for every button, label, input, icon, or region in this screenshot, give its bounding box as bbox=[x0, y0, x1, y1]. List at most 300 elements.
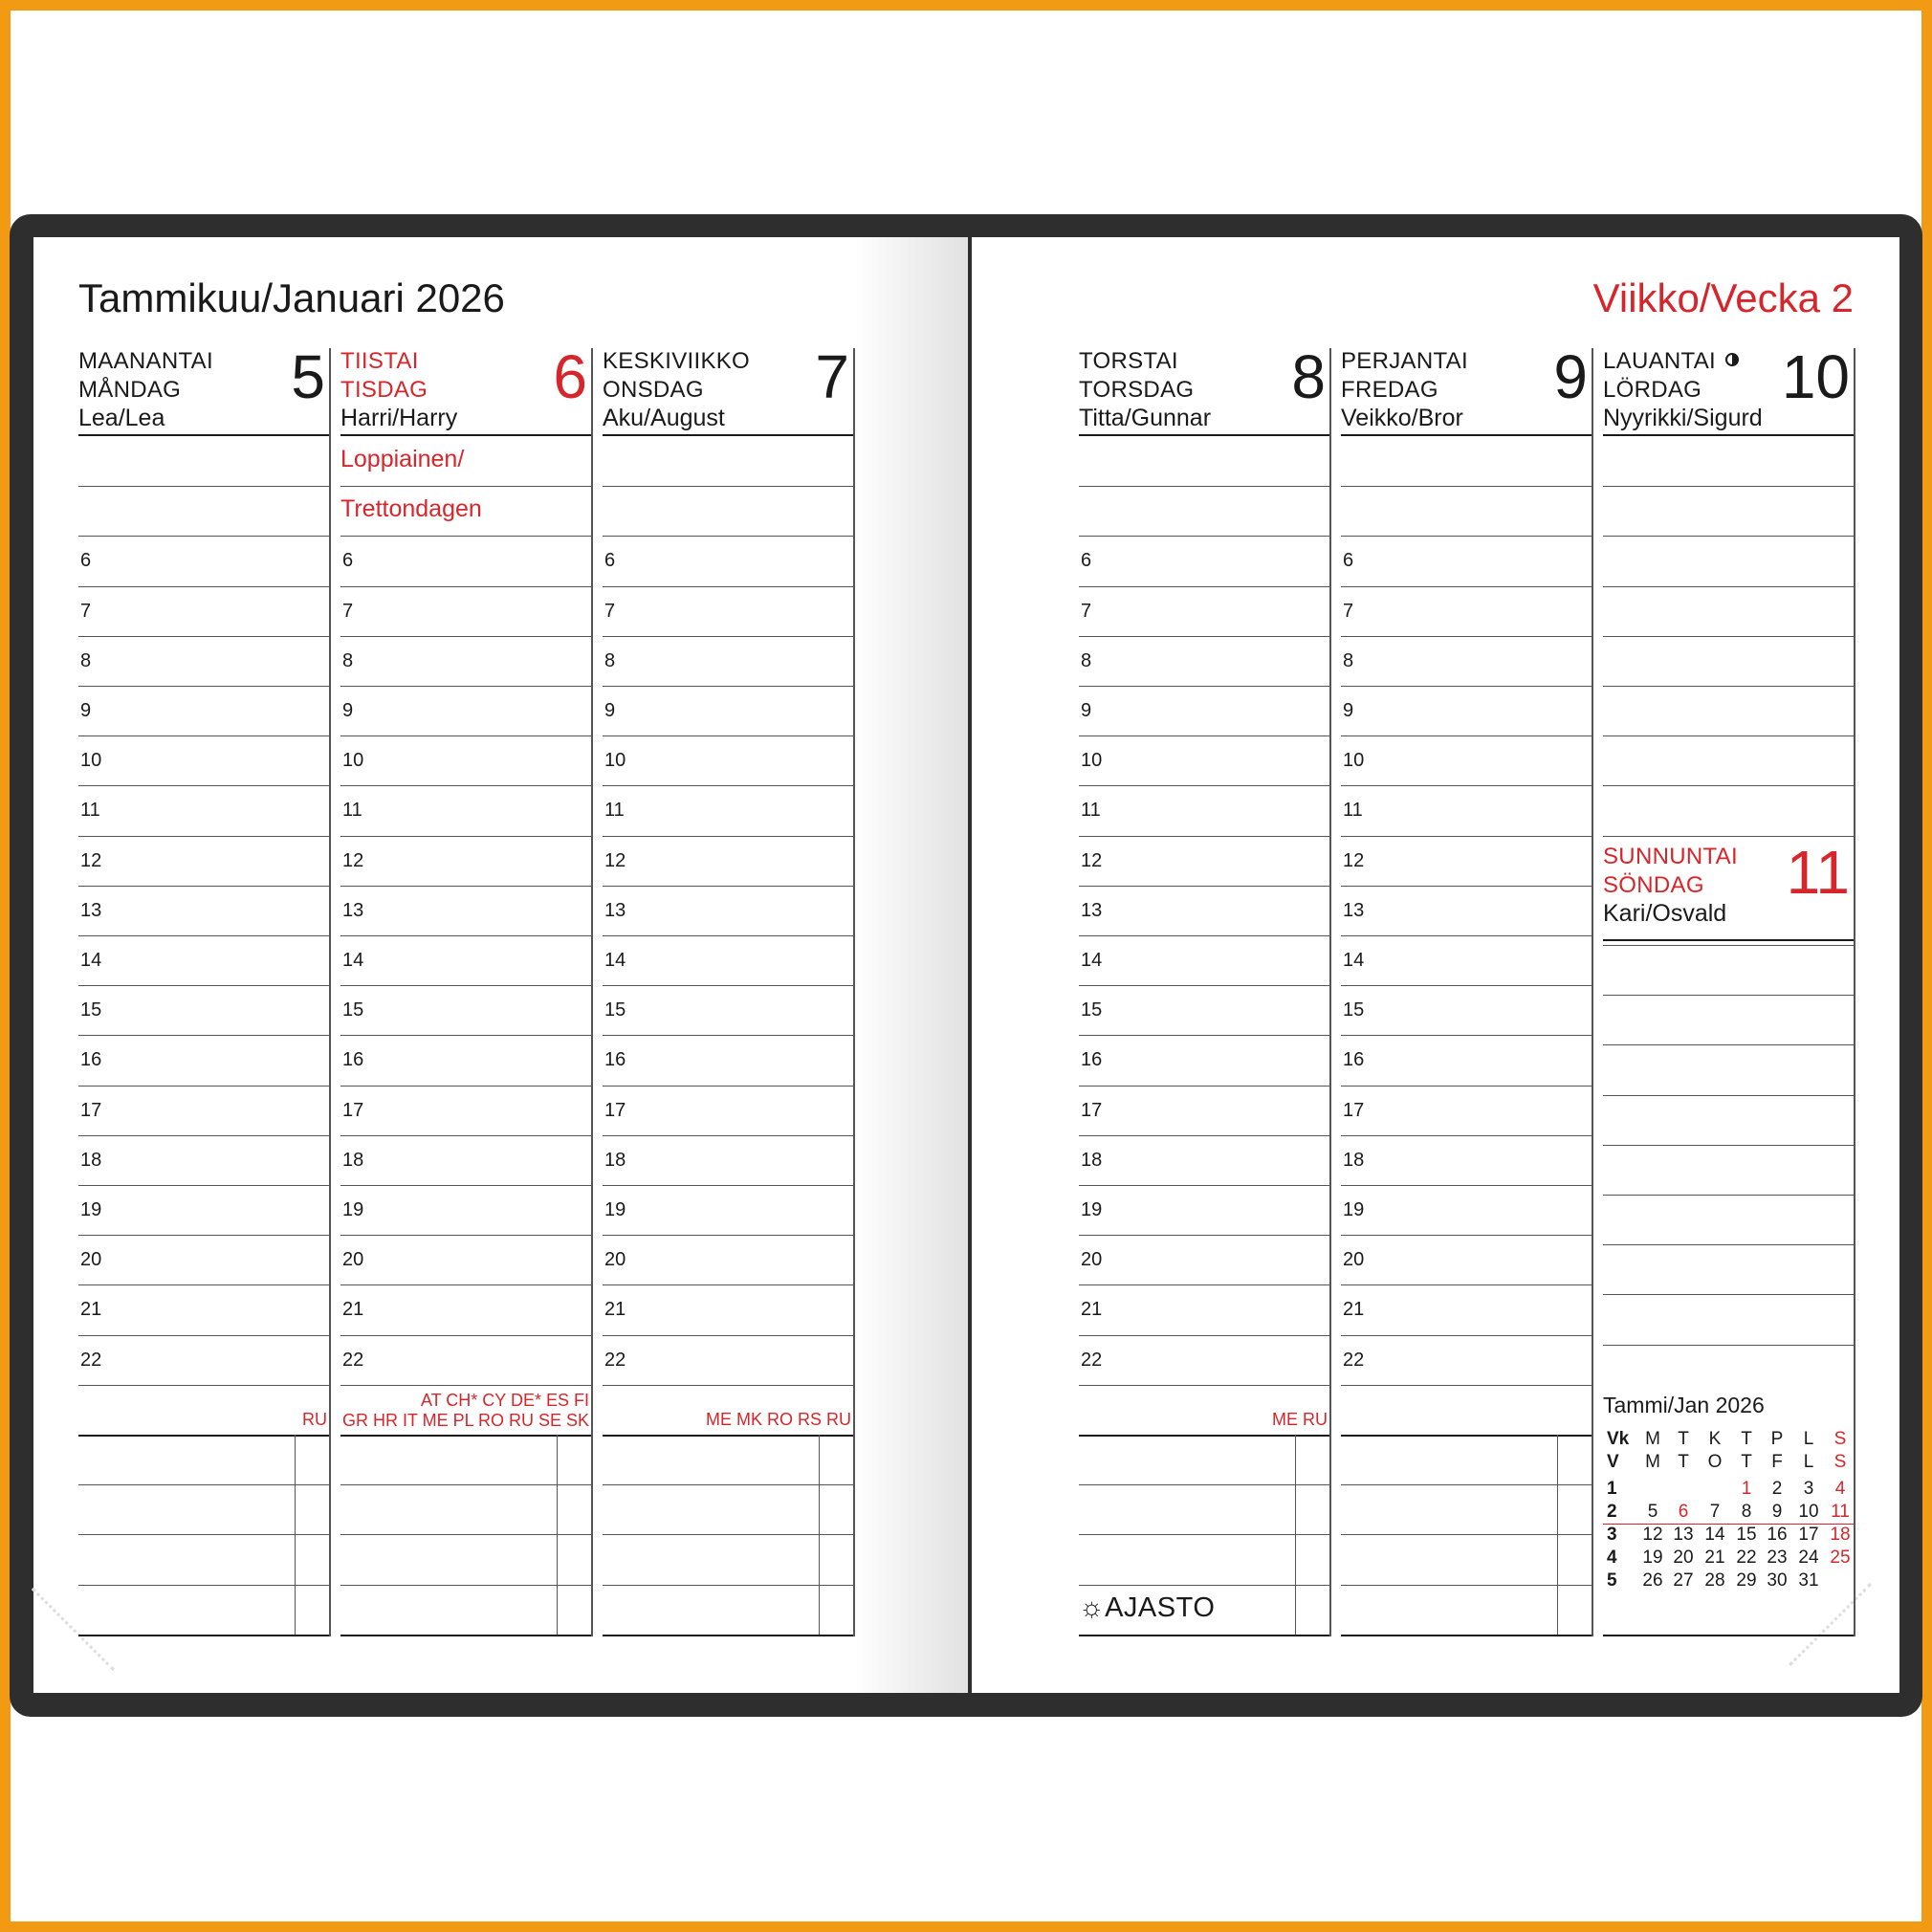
row-line bbox=[340, 686, 591, 687]
notes-divider bbox=[557, 1435, 558, 1635]
row-line bbox=[78, 1185, 329, 1186]
day-header bbox=[78, 342, 329, 436]
page-bottom-line bbox=[1079, 1635, 1329, 1636]
row-line bbox=[1603, 486, 1854, 487]
hour-label: 6 bbox=[1343, 550, 1354, 572]
row-line bbox=[603, 1385, 853, 1386]
row-line bbox=[1603, 1044, 1854, 1045]
hour-label: 9 bbox=[1081, 700, 1092, 721]
hour-label: 17 bbox=[342, 1099, 364, 1121]
row-line bbox=[603, 686, 853, 687]
weekday-name-sv: ONSDAG bbox=[603, 377, 704, 403]
hour-label: 20 bbox=[604, 1249, 626, 1271]
row-line bbox=[340, 586, 591, 587]
hour-label: 12 bbox=[604, 849, 626, 871]
hour-label: 22 bbox=[604, 1349, 626, 1371]
row-line bbox=[78, 985, 329, 986]
row-line bbox=[78, 1086, 329, 1087]
mini-calendar-cell: 22 bbox=[1736, 1547, 1757, 1568]
mini-calendar-cell: 24 bbox=[1798, 1547, 1819, 1568]
mini-calendar-week bbox=[1603, 1525, 1854, 1548]
notes-line bbox=[603, 1484, 853, 1485]
mini-calendar-cell: 5 bbox=[1607, 1570, 1617, 1591]
mini-calendar-cell: S bbox=[1833, 1451, 1847, 1472]
row-line bbox=[603, 785, 853, 786]
row-line bbox=[1603, 1244, 1854, 1245]
hour-label: 6 bbox=[1081, 550, 1092, 572]
hour-label: 13 bbox=[1081, 899, 1103, 921]
hour-label: 21 bbox=[1343, 1299, 1365, 1321]
mini-calendar-cell: 31 bbox=[1798, 1570, 1819, 1591]
row-line bbox=[1603, 1345, 1854, 1346]
hour-label: 22 bbox=[342, 1349, 364, 1371]
hour-label: 14 bbox=[342, 950, 364, 971]
notes-divider bbox=[819, 1435, 820, 1635]
day-column-8 bbox=[1079, 342, 1329, 1634]
row-line bbox=[340, 886, 591, 887]
hour-label: 16 bbox=[1343, 1049, 1365, 1071]
hour-label: 19 bbox=[604, 1199, 626, 1220]
hour-label: 20 bbox=[80, 1249, 102, 1271]
row-line bbox=[1341, 686, 1592, 687]
name-day: Nyyrikki/Sigurd bbox=[1603, 405, 1763, 431]
column-rule bbox=[1329, 348, 1331, 1636]
row-line bbox=[1603, 785, 1854, 786]
hour-label: 18 bbox=[604, 1149, 626, 1171]
mini-calendar-cell: 7 bbox=[1709, 1501, 1721, 1522]
mini-calendar-cell: 25 bbox=[1830, 1547, 1851, 1568]
hour-label: 8 bbox=[342, 649, 354, 671]
row-line bbox=[1603, 1145, 1854, 1146]
row-line bbox=[1603, 686, 1854, 687]
row-line bbox=[340, 536, 591, 537]
hour-label: 10 bbox=[1081, 750, 1103, 772]
mini-calendar-cell: 12 bbox=[1642, 1524, 1663, 1545]
hour-label: 11 bbox=[1343, 800, 1363, 822]
row-line bbox=[1079, 1035, 1329, 1036]
name-day: Veikko/Bror bbox=[1341, 405, 1463, 431]
row-line bbox=[1079, 486, 1329, 487]
mini-calendar-grid bbox=[1603, 1429, 1854, 1593]
mini-calendar-cell: 20 bbox=[1673, 1547, 1694, 1568]
mini-calendar-cell: 14 bbox=[1704, 1524, 1725, 1545]
row-line bbox=[1079, 686, 1329, 687]
hour-label: 8 bbox=[1081, 649, 1092, 671]
row-line bbox=[1603, 1294, 1854, 1295]
hour-label: 15 bbox=[1081, 999, 1103, 1021]
day-header bbox=[603, 342, 853, 436]
country-codes bbox=[1272, 1410, 1328, 1430]
name-day: Kari/Osvald bbox=[1603, 899, 1727, 927]
country-code-line: RU bbox=[302, 1409, 327, 1429]
mini-calendar-cell: F bbox=[1771, 1451, 1783, 1472]
mini-calendar-cell: 4 bbox=[1607, 1547, 1617, 1568]
row-line bbox=[603, 1035, 853, 1036]
row-line bbox=[1079, 1086, 1329, 1087]
hour-label: 11 bbox=[342, 800, 362, 822]
weekday-name-fi: SUNNUNTAI bbox=[1603, 843, 1738, 869]
row-line bbox=[340, 1385, 591, 1386]
mini-calendar-cell: 3 bbox=[1803, 1478, 1814, 1499]
row-line bbox=[1341, 1235, 1592, 1236]
row-line bbox=[340, 785, 591, 786]
row-line bbox=[603, 1235, 853, 1236]
column-rule bbox=[591, 348, 593, 1636]
day-column-6 bbox=[340, 342, 591, 1634]
name-day: Titta/Gunnar bbox=[1079, 405, 1212, 431]
notes-line bbox=[1079, 1534, 1329, 1535]
hour-label: 9 bbox=[80, 700, 92, 721]
row-line bbox=[1079, 586, 1329, 587]
hour-label: 16 bbox=[1081, 1049, 1103, 1071]
row-line bbox=[78, 486, 329, 487]
row-line bbox=[1341, 935, 1592, 936]
date-number: 7 bbox=[815, 342, 849, 411]
hour-label: 15 bbox=[80, 999, 102, 1021]
hour-label: 15 bbox=[342, 999, 364, 1021]
mini-calendar-cell: O bbox=[1707, 1451, 1723, 1472]
mini-calendar-cell: 23 bbox=[1767, 1547, 1788, 1568]
month-title: Tammikuu/Januari 2026 bbox=[78, 275, 505, 320]
row-line bbox=[1079, 1235, 1329, 1236]
row-line bbox=[1079, 735, 1329, 736]
notes-line bbox=[340, 1484, 591, 1485]
date-number: 6 bbox=[553, 342, 587, 411]
hour-label: 9 bbox=[342, 700, 354, 721]
weekday-name-sv: TORSDAG bbox=[1079, 377, 1195, 403]
mini-calendar-cell: 18 bbox=[1830, 1524, 1851, 1545]
row-line bbox=[78, 1035, 329, 1036]
row-line bbox=[1079, 536, 1329, 537]
hour-label: 7 bbox=[604, 600, 616, 622]
first-quarter-moon-icon bbox=[1725, 353, 1739, 366]
hour-label: 8 bbox=[604, 649, 616, 671]
hour-label: 9 bbox=[604, 700, 616, 721]
weekday-name-fi: KESKIVIIKKO bbox=[603, 348, 751, 374]
row-line bbox=[603, 1185, 853, 1186]
notes-line bbox=[1079, 1585, 1329, 1586]
row-line bbox=[603, 1335, 853, 1336]
hour-label: 7 bbox=[1081, 600, 1092, 622]
mini-calendar-cell: 27 bbox=[1673, 1570, 1694, 1591]
hour-label: 15 bbox=[604, 999, 626, 1021]
row-line bbox=[1341, 1086, 1592, 1087]
brand-logo bbox=[1079, 1592, 1215, 1624]
row-line bbox=[1341, 1335, 1592, 1336]
hour-label: 18 bbox=[1081, 1149, 1103, 1171]
mini-calendar-cell: S bbox=[1833, 1428, 1847, 1449]
row-line bbox=[78, 886, 329, 887]
mini-calendar-cell: M bbox=[1645, 1451, 1660, 1472]
day-header bbox=[1079, 342, 1329, 436]
mini-calendar-cell: 8 bbox=[1741, 1501, 1752, 1522]
page-bottom-line bbox=[1603, 1635, 1854, 1636]
hour-label: 16 bbox=[604, 1049, 626, 1071]
row-line bbox=[78, 935, 329, 936]
notes-line bbox=[603, 1534, 853, 1535]
hour-label: 7 bbox=[1343, 600, 1354, 622]
notes-line bbox=[78, 1484, 329, 1485]
row-line bbox=[1603, 945, 1854, 946]
notes-line bbox=[340, 1534, 591, 1535]
hour-label: 17 bbox=[604, 1099, 626, 1121]
hour-label: 18 bbox=[342, 1149, 364, 1171]
row-line bbox=[340, 1086, 591, 1087]
hour-label: 20 bbox=[1081, 1249, 1103, 1271]
hour-label: 18 bbox=[1343, 1149, 1365, 1171]
day-column-9 bbox=[1341, 342, 1592, 1634]
row-line bbox=[78, 636, 329, 637]
mini-calendar-cell: L bbox=[1803, 1428, 1814, 1449]
brand-name: AJASTO bbox=[1105, 1592, 1216, 1623]
row-line bbox=[603, 586, 853, 587]
row-line bbox=[1603, 536, 1854, 537]
row-line bbox=[78, 785, 329, 786]
row-line bbox=[340, 1035, 591, 1036]
row-line bbox=[603, 985, 853, 986]
weekday-name-fi: PERJANTAI bbox=[1341, 348, 1468, 374]
country-codes bbox=[706, 1410, 851, 1430]
row-line bbox=[1079, 1385, 1329, 1386]
mini-calendar-cell: 1 bbox=[1607, 1478, 1617, 1499]
mini-calendar-cell: T bbox=[1678, 1451, 1689, 1472]
column-rule bbox=[1854, 348, 1855, 1636]
row-line bbox=[1603, 1095, 1854, 1096]
mini-calendar-cell: 10 bbox=[1798, 1501, 1819, 1522]
row-line bbox=[1079, 836, 1329, 837]
mini-calendar-cell: 9 bbox=[1771, 1501, 1783, 1522]
hour-label: 10 bbox=[342, 750, 364, 772]
day-column-5 bbox=[78, 342, 329, 1634]
country-code-line: GR HR IT ME PL RO RU SE SK bbox=[341, 1410, 589, 1430]
notes-divider bbox=[1295, 1435, 1296, 1635]
row-line bbox=[78, 1284, 329, 1285]
hour-label: 21 bbox=[1081, 1299, 1103, 1321]
row-line bbox=[78, 686, 329, 687]
notes-separator bbox=[1341, 1435, 1592, 1437]
notes-line bbox=[78, 1534, 329, 1535]
day-header bbox=[340, 342, 591, 436]
mini-calendar-week bbox=[1603, 1548, 1854, 1570]
hour-label: 8 bbox=[80, 649, 92, 671]
hour-label: 12 bbox=[1343, 849, 1365, 871]
hour-label: 20 bbox=[342, 1249, 364, 1271]
notes-line bbox=[1341, 1484, 1592, 1485]
hour-label: 13 bbox=[80, 899, 102, 921]
mini-calendar-cell: 19 bbox=[1642, 1547, 1663, 1568]
notes-separator bbox=[340, 1435, 591, 1437]
notes-line bbox=[1341, 1534, 1592, 1535]
hour-label: 12 bbox=[342, 849, 364, 871]
country-codes bbox=[342, 1391, 589, 1431]
hour-label: 17 bbox=[1343, 1099, 1365, 1121]
notes-line bbox=[1341, 1585, 1592, 1586]
hour-label: 16 bbox=[80, 1049, 102, 1071]
hour-label: 19 bbox=[1343, 1199, 1365, 1220]
row-line bbox=[340, 636, 591, 637]
hour-label: 14 bbox=[604, 950, 626, 971]
hour-label: 6 bbox=[604, 550, 616, 572]
hour-label: 16 bbox=[342, 1049, 364, 1071]
hour-label: 15 bbox=[1343, 999, 1365, 1021]
hour-label: 12 bbox=[1081, 849, 1103, 871]
hour-label: 7 bbox=[80, 600, 92, 622]
mini-calendar-header bbox=[1603, 1429, 1854, 1452]
week-title: Viikko/Vecka 2 bbox=[1592, 275, 1854, 320]
row-line bbox=[1603, 735, 1854, 736]
mini-calendar-cell: M bbox=[1645, 1428, 1660, 1449]
row-line bbox=[603, 886, 853, 887]
hour-label: 21 bbox=[604, 1299, 626, 1321]
notes-divider bbox=[295, 1435, 296, 1635]
weekday-name-fi: MAANANTAI bbox=[78, 348, 213, 374]
row-line bbox=[603, 636, 853, 637]
weekday-name-sv: SÖNDAG bbox=[1603, 871, 1704, 898]
row-line bbox=[1341, 886, 1592, 887]
row-line bbox=[1603, 636, 1854, 637]
row-line bbox=[1341, 486, 1592, 487]
mini-calendar-cell: K bbox=[1708, 1428, 1722, 1449]
holiday-label: Loppiainen/ bbox=[340, 446, 465, 472]
date-number: 9 bbox=[1553, 342, 1588, 411]
mini-calendar-title: Tammi/Jan 2026 bbox=[1603, 1392, 1765, 1417]
mini-calendar-cell: 5 bbox=[1647, 1501, 1658, 1522]
row-line bbox=[1079, 985, 1329, 986]
sun-burst-icon: ☼ bbox=[1079, 1592, 1106, 1623]
row-line bbox=[603, 1135, 853, 1136]
row-line bbox=[1341, 536, 1592, 537]
mini-calendar-cell: P bbox=[1770, 1428, 1784, 1449]
hour-label: 17 bbox=[1081, 1099, 1103, 1121]
hour-label: 20 bbox=[1343, 1249, 1365, 1271]
mini-calendar-cell: 2 bbox=[1771, 1478, 1783, 1499]
row-line bbox=[78, 735, 329, 736]
mini-calendar-cell: T bbox=[1741, 1428, 1752, 1449]
row-line bbox=[603, 836, 853, 837]
hour-label: 19 bbox=[342, 1199, 364, 1220]
hour-label: 21 bbox=[342, 1299, 364, 1321]
row-line bbox=[340, 735, 591, 736]
weekday-name-sv: LÖRDAG bbox=[1603, 377, 1702, 403]
date-number: 10 bbox=[1781, 342, 1850, 411]
row-line bbox=[1079, 1135, 1329, 1136]
mini-calendar-cell: V bbox=[1607, 1451, 1619, 1472]
row-line bbox=[603, 1284, 853, 1285]
row-line bbox=[340, 1235, 591, 1236]
page-bottom-line bbox=[78, 1635, 329, 1636]
page-spine bbox=[968, 237, 972, 1693]
day-column-10 bbox=[1603, 342, 1854, 1634]
hour-label: 14 bbox=[1081, 950, 1103, 971]
row-line bbox=[78, 536, 329, 537]
hour-label: 8 bbox=[1343, 649, 1354, 671]
row-line bbox=[340, 985, 591, 986]
column-rule bbox=[1592, 348, 1593, 1636]
hour-label: 21 bbox=[80, 1299, 102, 1321]
row-line bbox=[78, 1385, 329, 1386]
mini-calendar-week bbox=[1603, 1502, 1854, 1525]
country-code-line: ME MK RO RS RU bbox=[705, 1409, 851, 1429]
notes-separator bbox=[603, 1435, 853, 1437]
notes-separator bbox=[1079, 1435, 1329, 1437]
row-line bbox=[1341, 586, 1592, 587]
hour-label: 6 bbox=[80, 550, 92, 572]
hour-label: 13 bbox=[342, 899, 364, 921]
row-line bbox=[603, 935, 853, 936]
mini-calendar-header bbox=[1603, 1452, 1854, 1475]
name-day: Lea/Lea bbox=[78, 405, 165, 431]
notes-separator bbox=[78, 1435, 329, 1437]
row-line bbox=[603, 486, 853, 487]
mini-calendar-cell: T bbox=[1678, 1428, 1689, 1449]
hour-label: 14 bbox=[80, 950, 102, 971]
hour-label: 11 bbox=[1081, 800, 1101, 822]
row-line bbox=[1341, 636, 1592, 637]
row-line bbox=[1603, 586, 1854, 587]
mini-calendar-cell: 4 bbox=[1834, 1478, 1846, 1499]
row-line bbox=[78, 1335, 329, 1336]
hour-label: 7 bbox=[342, 600, 354, 622]
page-bottom-line bbox=[1341, 1635, 1592, 1636]
hour-label: 13 bbox=[1343, 899, 1365, 921]
hour-label: 11 bbox=[80, 800, 100, 822]
mini-calendar-cell: 26 bbox=[1642, 1570, 1663, 1591]
row-line bbox=[1341, 836, 1592, 837]
weekday-name-sv: MÅNDAG bbox=[78, 377, 182, 403]
weekday-name-fi: TORSTAI bbox=[1079, 348, 1178, 374]
row-line bbox=[603, 735, 853, 736]
row-line bbox=[603, 1086, 853, 1087]
notes-line bbox=[603, 1585, 853, 1586]
mini-calendar-cell: L bbox=[1803, 1451, 1814, 1472]
row-line bbox=[1341, 1284, 1592, 1285]
row-line bbox=[1341, 1185, 1592, 1186]
mini-calendar-cell: 11 bbox=[1831, 1501, 1850, 1522]
row-line bbox=[1079, 636, 1329, 637]
row-line bbox=[1341, 1035, 1592, 1036]
mini-calendar-cell: 17 bbox=[1798, 1524, 1819, 1545]
sunday-header bbox=[1603, 837, 1854, 941]
mini-calendar-cell: 30 bbox=[1767, 1570, 1788, 1591]
mini-calendar-cell: 13 bbox=[1673, 1524, 1694, 1545]
row-line bbox=[1341, 785, 1592, 786]
mini-calendar-week bbox=[1603, 1570, 1854, 1593]
mini-calendar-cell: Vk bbox=[1607, 1428, 1630, 1449]
country-code-line: AT CH* CY DE* ES FI bbox=[420, 1390, 589, 1410]
row-line bbox=[603, 536, 853, 537]
row-line bbox=[1341, 1385, 1592, 1386]
weekday-name-sv: FREDAG bbox=[1341, 377, 1438, 403]
hour-label: 14 bbox=[1343, 950, 1365, 971]
row-line bbox=[340, 486, 591, 487]
notes-line bbox=[340, 1585, 591, 1586]
row-line bbox=[340, 1335, 591, 1336]
hour-label: 18 bbox=[80, 1149, 102, 1171]
row-line bbox=[1603, 995, 1854, 996]
mini-calendar-cell: 6 bbox=[1678, 1501, 1689, 1522]
row-line bbox=[340, 935, 591, 936]
hour-label: 11 bbox=[604, 800, 625, 822]
weekday-name-fi: TIISTAI bbox=[340, 348, 419, 374]
day-column-7 bbox=[603, 342, 853, 1634]
date-number: 5 bbox=[291, 342, 325, 411]
mini-calendar-cell: 29 bbox=[1736, 1570, 1757, 1591]
page-bottom-line bbox=[340, 1635, 591, 1636]
mini-calendar-cell: 16 bbox=[1767, 1524, 1788, 1545]
hour-label: 6 bbox=[342, 550, 354, 572]
page-bottom-line bbox=[603, 1635, 853, 1636]
day-header bbox=[1341, 342, 1592, 436]
